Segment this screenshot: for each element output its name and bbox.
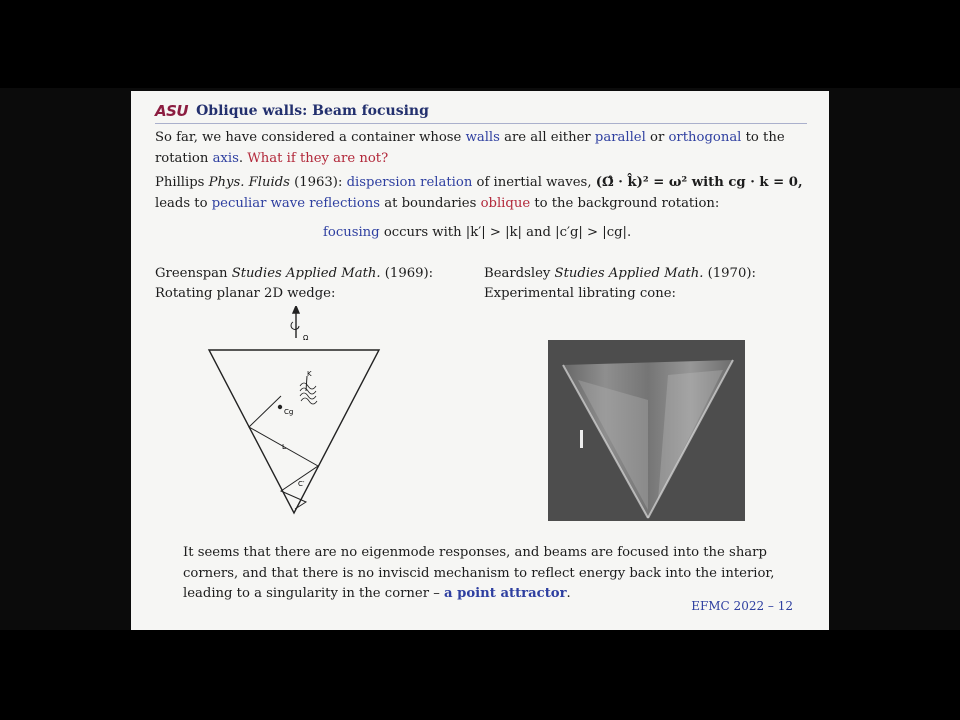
k-label: K xyxy=(307,370,312,378)
wedge-diagram xyxy=(203,306,385,520)
rotation-circle-icon xyxy=(291,322,299,329)
cg-label: Cg xyxy=(284,408,294,416)
slide-title: Oblique walls: Beam focusing xyxy=(196,103,429,119)
k-vector xyxy=(306,376,307,391)
omega-label: Ω xyxy=(303,334,309,342)
beardsley-citation: Beardsley Studies Applied Math. (1970): xyxy=(484,266,756,281)
greenspan-citation: Greenspan Studies Applied Math. (1969): xyxy=(155,266,434,281)
focusing-condition: focusing occurs with |k′| > |k| and |c′g| > |cg|. xyxy=(323,225,632,240)
wedge-outline xyxy=(209,350,379,513)
greenspan-caption: Rotating planar 2D wedge: xyxy=(155,286,336,301)
wave-packet-icon xyxy=(300,383,317,404)
l-label: L xyxy=(282,443,286,451)
slide-header xyxy=(155,99,807,124)
conclusion-line2: corners, and that there is no inviscid mechanism to reflect energy back into the interior, xyxy=(183,566,775,581)
slide xyxy=(131,91,829,630)
c-prime-label: C′ xyxy=(298,480,305,488)
cg-point xyxy=(278,405,282,409)
para1-line2: rotation axis. What if they are not? xyxy=(155,151,389,166)
conclusion-line3: leading to a singularity in the corner – a point attractor. xyxy=(183,586,571,601)
conclusion-line1: It seems that there are no eigenmode responses, and beams are focused into the sharp xyxy=(183,545,767,560)
rotation-arrowhead xyxy=(293,306,299,313)
slide-footer: EFMC 2022 – 12 xyxy=(691,599,793,613)
para2-line2: leads to peculiar wave reflections at boundaries oblique to the background rotation: xyxy=(155,196,720,211)
beardsley-caption: Experimental librating cone: xyxy=(484,286,676,301)
asu-logo: ASU xyxy=(155,102,189,120)
librating-cone-photo xyxy=(548,340,745,521)
para1-line1: So far, we have considered a container whose walls are all either parallel or orthogonal to the xyxy=(155,130,785,145)
dispersion-equation: (Ω̂ · k̂)² = ω² with cg · k = 0, xyxy=(595,175,803,190)
para2-line1: Phillips Phys. Fluids (1963): dispersion relation of inertial waves, (Ω̂ · k̂)² = ω² with cg · k = 0, xyxy=(155,175,803,190)
point-attractor-emphasis: a point attractor xyxy=(444,586,567,601)
